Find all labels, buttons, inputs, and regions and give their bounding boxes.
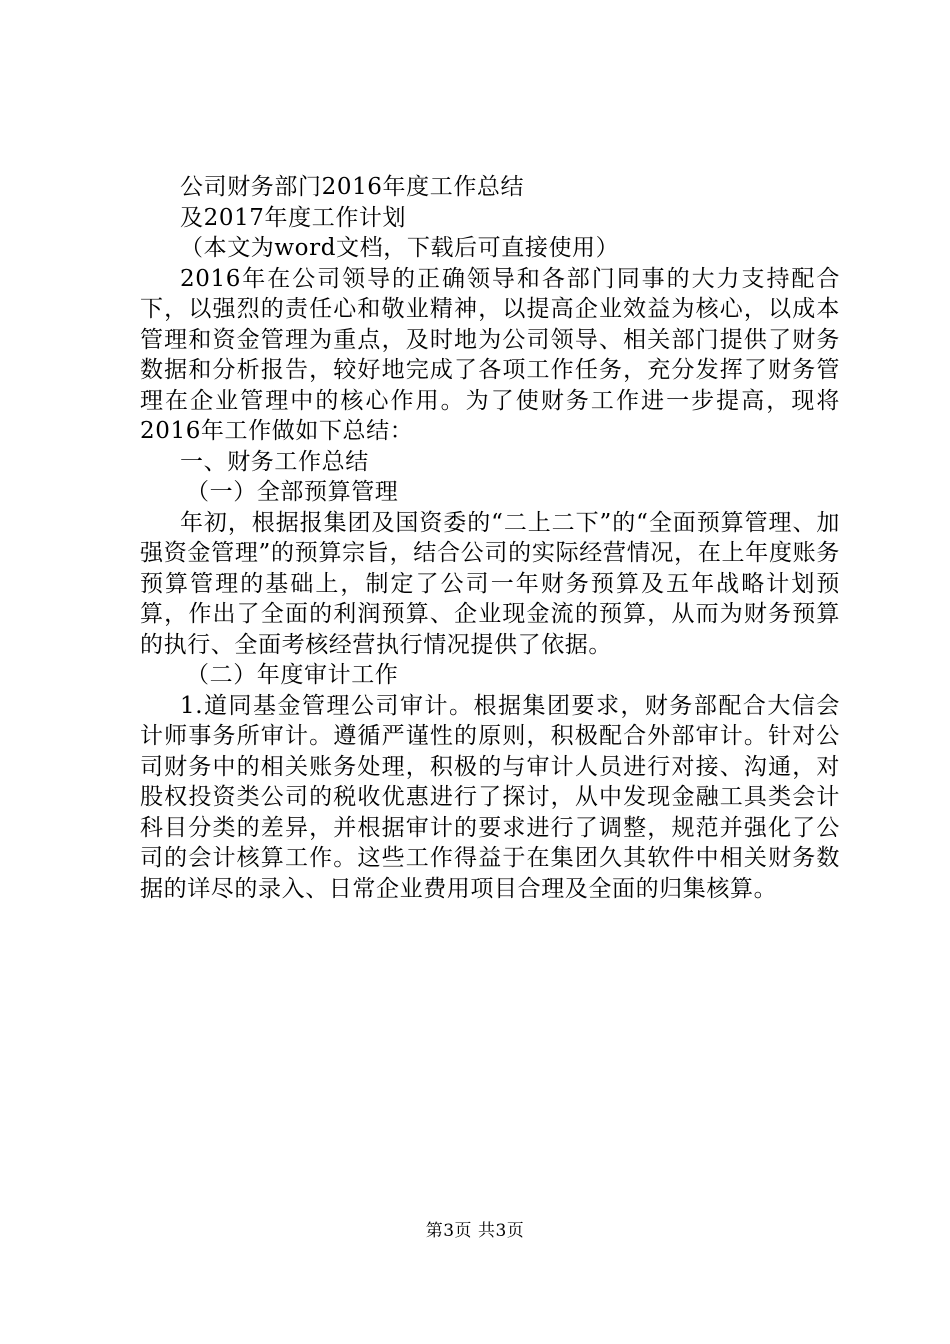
section1-heading: 一、财务工作总结 (180, 448, 369, 475)
sub2-heading: （二）年度审计工作 (186, 662, 399, 688)
document-body (140, 172, 840, 904)
page-number-label: 第3页 共3页 (425, 1221, 525, 1241)
intro-paragraph: 2016年在公司领导的正确领导和各部门同事的大力支持配合下，以强烈的责任心和敬业精神，以提高企业效益为核心，以成本管理和资金管理为重点，及时地为公司领导、相关部门提供了财务数据和分析报告，较好地完成了各项工作任务，充分发挥了财务管理在企业管理中的核心作用。为了使财务工作进一步提高，现将2016年工作做如下总结： (140, 265, 840, 444)
page-footer (0, 1216, 950, 1241)
document-note: （本文为word文档，下载后可直接使用） (180, 235, 620, 261)
sub1-heading: （一）全部预算管理 (186, 479, 399, 505)
sub1-paragraph: 年初，根据报集团及国资委的“二上二下”的“全面预算管理、加强资金管理”的预算宗旨，结合公司的实际经营情况，在上年度账务预算管理的基础上，制定了公司一年财务预算及五年战略计划预算，作出了全面的利润预算、企业现金流的预算，从而为财务预算的执行、全面考核经营执行情况提供了依据。 (140, 509, 840, 658)
sub2-paragraph: 1.道同基金管理公司审计。根据集团要求，财务部配合大信会计师事务所审计。遵循严谨性的原则，积极配合外部审计。针对公司财务中的相关账务处理，积极的与审计人员进行对接、沟通，对股权投资类公司的税收优惠进行了探讨，从中发现金融工具类会计科目分类的差异，并根据审计的要求进行了调整，规范并强化了公司的会计核算工作。这些工作得益于在集团久其软件中相关财务数据的详尽的录入、日常企业费用项目合理及全面的归集核算。 (140, 692, 840, 902)
document-title-line1: 公司财务部门2016年度工作总结 (180, 174, 525, 200)
document-title-line2: 及2017年度工作计划 (180, 204, 407, 231)
